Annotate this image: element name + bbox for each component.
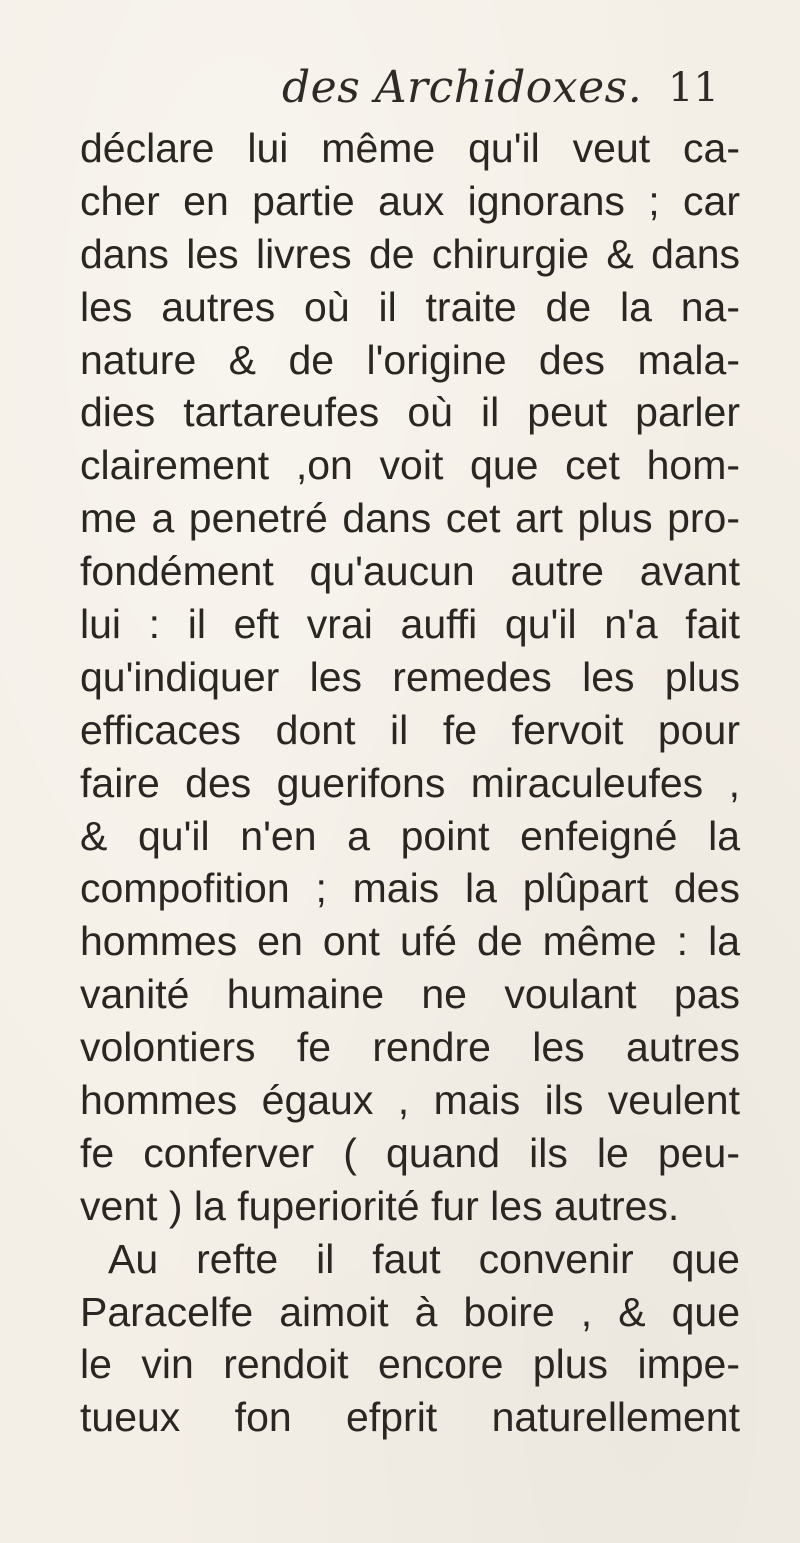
running-title: des Archidoxes. (282, 62, 643, 113)
text-line: hommes égaux , mais ils veulent (80, 1077, 740, 1124)
text-line: hommes en ont ufé de même : la (80, 918, 740, 965)
text-line: faire des guerifons miraculeufes , (80, 759, 740, 806)
text-line: volontiers fe rendre les autres (80, 1024, 740, 1071)
text-line: lui : il eft vrai auffi qu'il n'a fait (80, 601, 740, 648)
text-line: tueux fon efprit naturellement (80, 1394, 740, 1441)
text-line: dans les livres de chirurgie & dans (80, 230, 740, 277)
text-line: nature & de l'origine des mala- (80, 336, 740, 383)
text-line: compofition ; mais la plûpart des (80, 865, 740, 912)
text-line: fe conferver ( quand ils le peu- (80, 1129, 740, 1176)
text-line: vent ) la fuperiorité fur les autres. (80, 1182, 680, 1229)
text-line: les autres où il traite de la na- (80, 283, 740, 330)
body-text (80, 122, 740, 1444)
text-line: qu'indiquer les remedes les plus (80, 653, 740, 700)
text-line: déclare lui même qu'il veut ca- (80, 125, 740, 171)
text-line: cher en partie aux ignorans ; car (80, 177, 740, 224)
text-line: dies tartareufes où il peut parler (80, 389, 740, 436)
text-line: Paracelfe aimoit à boire , & que (80, 1288, 740, 1335)
text-line: fondément qu'aucun autre avant (80, 548, 740, 595)
text-line: vanité humaine ne voulant pas (80, 971, 740, 1018)
text-line: me a penetré dans cet art plus pro- (80, 495, 740, 542)
text-line: efficaces dont il fe fervoit pour (80, 706, 740, 753)
text-line: Au refte il faut convenir que (108, 1235, 740, 1282)
text-line: clairement ,on voit que cet hom- (80, 442, 740, 489)
running-head (0, 58, 800, 118)
page-number: 11 (668, 65, 719, 111)
text-line: & qu'il n'en a point enfeigné la (80, 812, 740, 859)
text-line: le vin rendoit encore plus impe- (80, 1341, 740, 1388)
